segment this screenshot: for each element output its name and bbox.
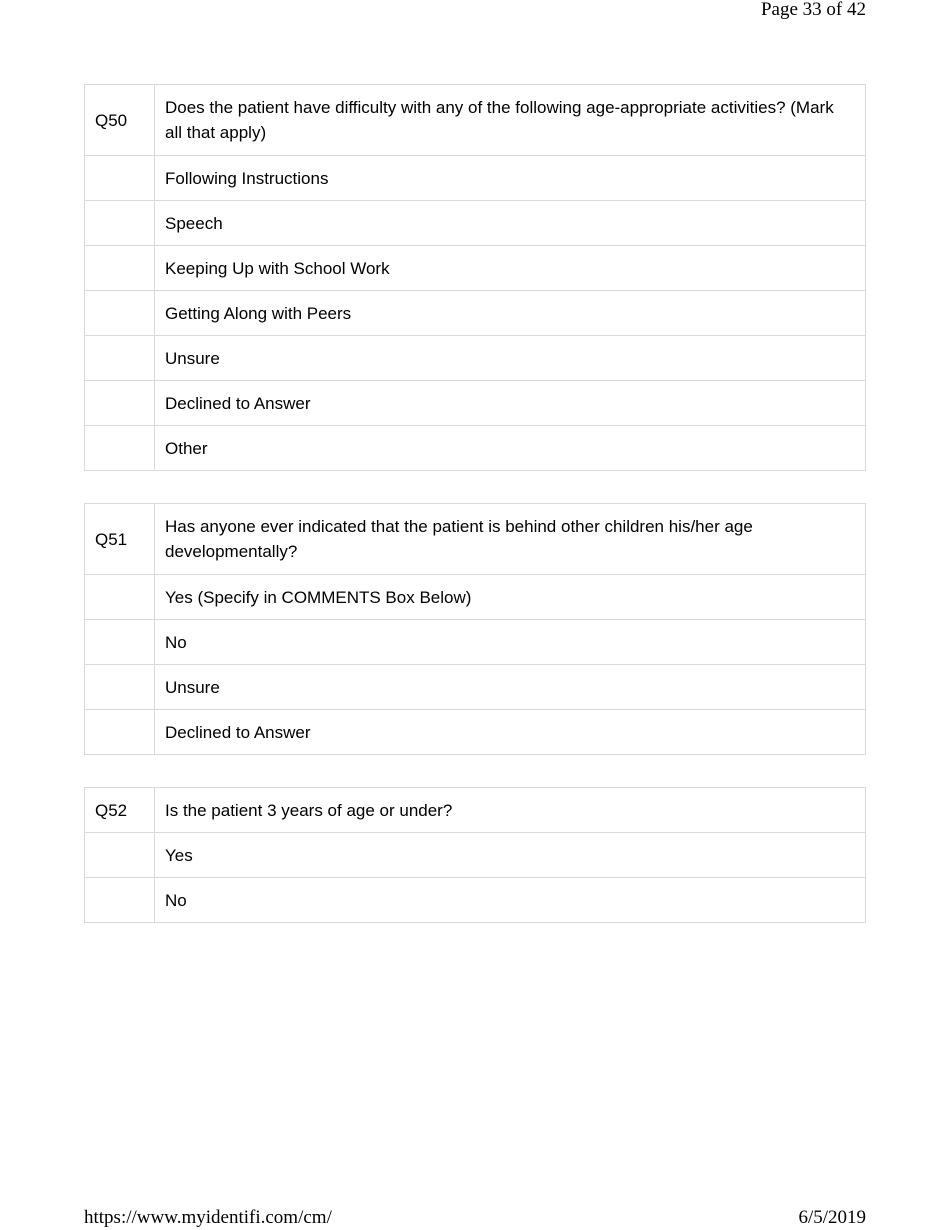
answer-option-label: Keeping Up with School Work xyxy=(155,246,866,291)
question-table-q50 xyxy=(84,84,866,471)
answer-option-label: Following Instructions xyxy=(155,156,866,201)
answer-option-label: Getting Along with Peers xyxy=(155,291,866,336)
answer-option-label: No xyxy=(155,878,866,923)
question-id: Q52 xyxy=(85,788,155,833)
question-row xyxy=(85,85,866,156)
answer-option-row[interactable] xyxy=(85,291,866,336)
page-number: Page 33 of 42 xyxy=(760,0,866,20)
answer-mark-cell[interactable] xyxy=(85,620,155,665)
answer-option-label: Other xyxy=(155,426,866,471)
answer-option-row[interactable] xyxy=(85,246,866,291)
answer-option-row[interactable] xyxy=(85,575,866,620)
answer-option-label: Declined to Answer xyxy=(155,710,866,755)
answer-option-label: Speech xyxy=(155,201,866,246)
answer-mark-cell[interactable] xyxy=(85,878,155,923)
answer-option-label: No xyxy=(155,620,866,665)
answer-option-label: Declined to Answer xyxy=(155,381,866,426)
answer-option-label: Yes xyxy=(155,833,866,878)
answer-mark-cell[interactable] xyxy=(85,710,155,755)
answer-option-row[interactable] xyxy=(85,710,866,755)
question-text: Is the patient 3 years of age or under? xyxy=(155,788,866,833)
question-row xyxy=(85,788,866,833)
answer-option-row[interactable] xyxy=(85,878,866,923)
answer-option-row[interactable] xyxy=(85,156,866,201)
answer-option-row[interactable] xyxy=(85,833,866,878)
footer-url: https://www.myidentifi.com/cm/ xyxy=(84,1207,332,1228)
answer-option-label: Unsure xyxy=(155,665,866,710)
answer-option-row[interactable] xyxy=(85,381,866,426)
answer-option-row[interactable] xyxy=(85,336,866,381)
answer-mark-cell[interactable] xyxy=(85,426,155,471)
answer-option-row[interactable] xyxy=(85,665,866,710)
question-table-q52 xyxy=(84,787,866,923)
answer-option-row[interactable] xyxy=(85,426,866,471)
answer-option-row[interactable] xyxy=(85,620,866,665)
question-row xyxy=(85,504,866,575)
answer-mark-cell[interactable] xyxy=(85,381,155,426)
answer-option-label: Yes (Specify in COMMENTS Box Below) xyxy=(155,575,866,620)
question-id: Q51 xyxy=(85,504,155,575)
answer-mark-cell[interactable] xyxy=(85,156,155,201)
answer-mark-cell[interactable] xyxy=(85,833,155,878)
answer-mark-cell[interactable] xyxy=(85,665,155,710)
question-id: Q50 xyxy=(85,85,155,156)
answer-mark-cell[interactable] xyxy=(85,336,155,381)
answer-mark-cell[interactable] xyxy=(85,291,155,336)
answer-option-label: Unsure xyxy=(155,336,866,381)
answer-mark-cell[interactable] xyxy=(85,201,155,246)
question-table-q51 xyxy=(84,503,866,755)
footer-date: 6/5/2019 xyxy=(798,1207,866,1228)
answer-option-row[interactable] xyxy=(85,201,866,246)
answer-mark-cell[interactable] xyxy=(85,575,155,620)
answer-mark-cell[interactable] xyxy=(85,246,155,291)
question-text: Does the patient have difficulty with any of the following age-appropriate activities? (Mark all that apply) xyxy=(155,85,866,156)
question-text: Has anyone ever indicated that the patient is behind other children his/her age developmentally? xyxy=(155,504,866,575)
